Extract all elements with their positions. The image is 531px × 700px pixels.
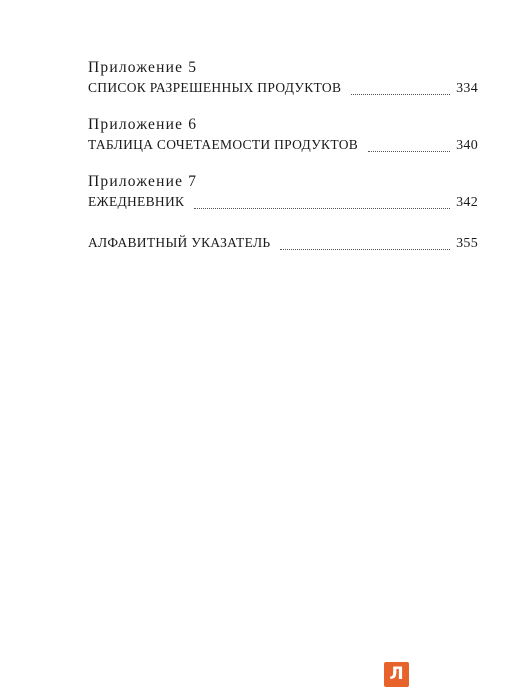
toc-entry-compatibility-table[interactable] [88, 135, 478, 156]
toc-group-index [88, 233, 478, 254]
toc-group-appendix-7 [88, 172, 478, 213]
labirint-logo-icon: Л [384, 662, 409, 687]
dot-leader [280, 249, 450, 250]
toc-page-number: 334 [456, 81, 478, 96]
dot-leader [194, 208, 450, 209]
toc-entry-allowed-products[interactable] [88, 78, 478, 99]
toc-entry-title: АЛФАВИТНЫЙ УКАЗАТЕЛЬ [88, 235, 271, 250]
dot-leader [351, 94, 450, 95]
toc-page-number: 342 [456, 195, 478, 210]
toc-group-appendix-5 [88, 58, 478, 99]
toc-page-number: 340 [456, 138, 478, 153]
table-of-contents [88, 58, 478, 270]
dot-leader [368, 151, 450, 152]
toc-page-number: 355 [456, 236, 478, 251]
toc-entry-diary[interactable] [88, 192, 478, 213]
toc-entry-title: СПИСОК РАЗРЕШЕННЫХ ПРОДУКТОВ [88, 80, 342, 95]
toc-entry-title: ЕЖЕДНЕВНИК [88, 194, 185, 209]
appendix-heading: Приложение 6 [88, 116, 198, 133]
appendix-heading: Приложение 7 [88, 173, 198, 190]
appendix-heading: Приложение 5 [88, 59, 198, 76]
toc-group-appendix-6 [88, 115, 478, 156]
toc-entry-alphabetical-index[interactable] [88, 233, 478, 254]
toc-entry-title: ТАБЛИЦА СОЧЕТАЕМОСТИ ПРОДУКТОВ [88, 137, 359, 152]
